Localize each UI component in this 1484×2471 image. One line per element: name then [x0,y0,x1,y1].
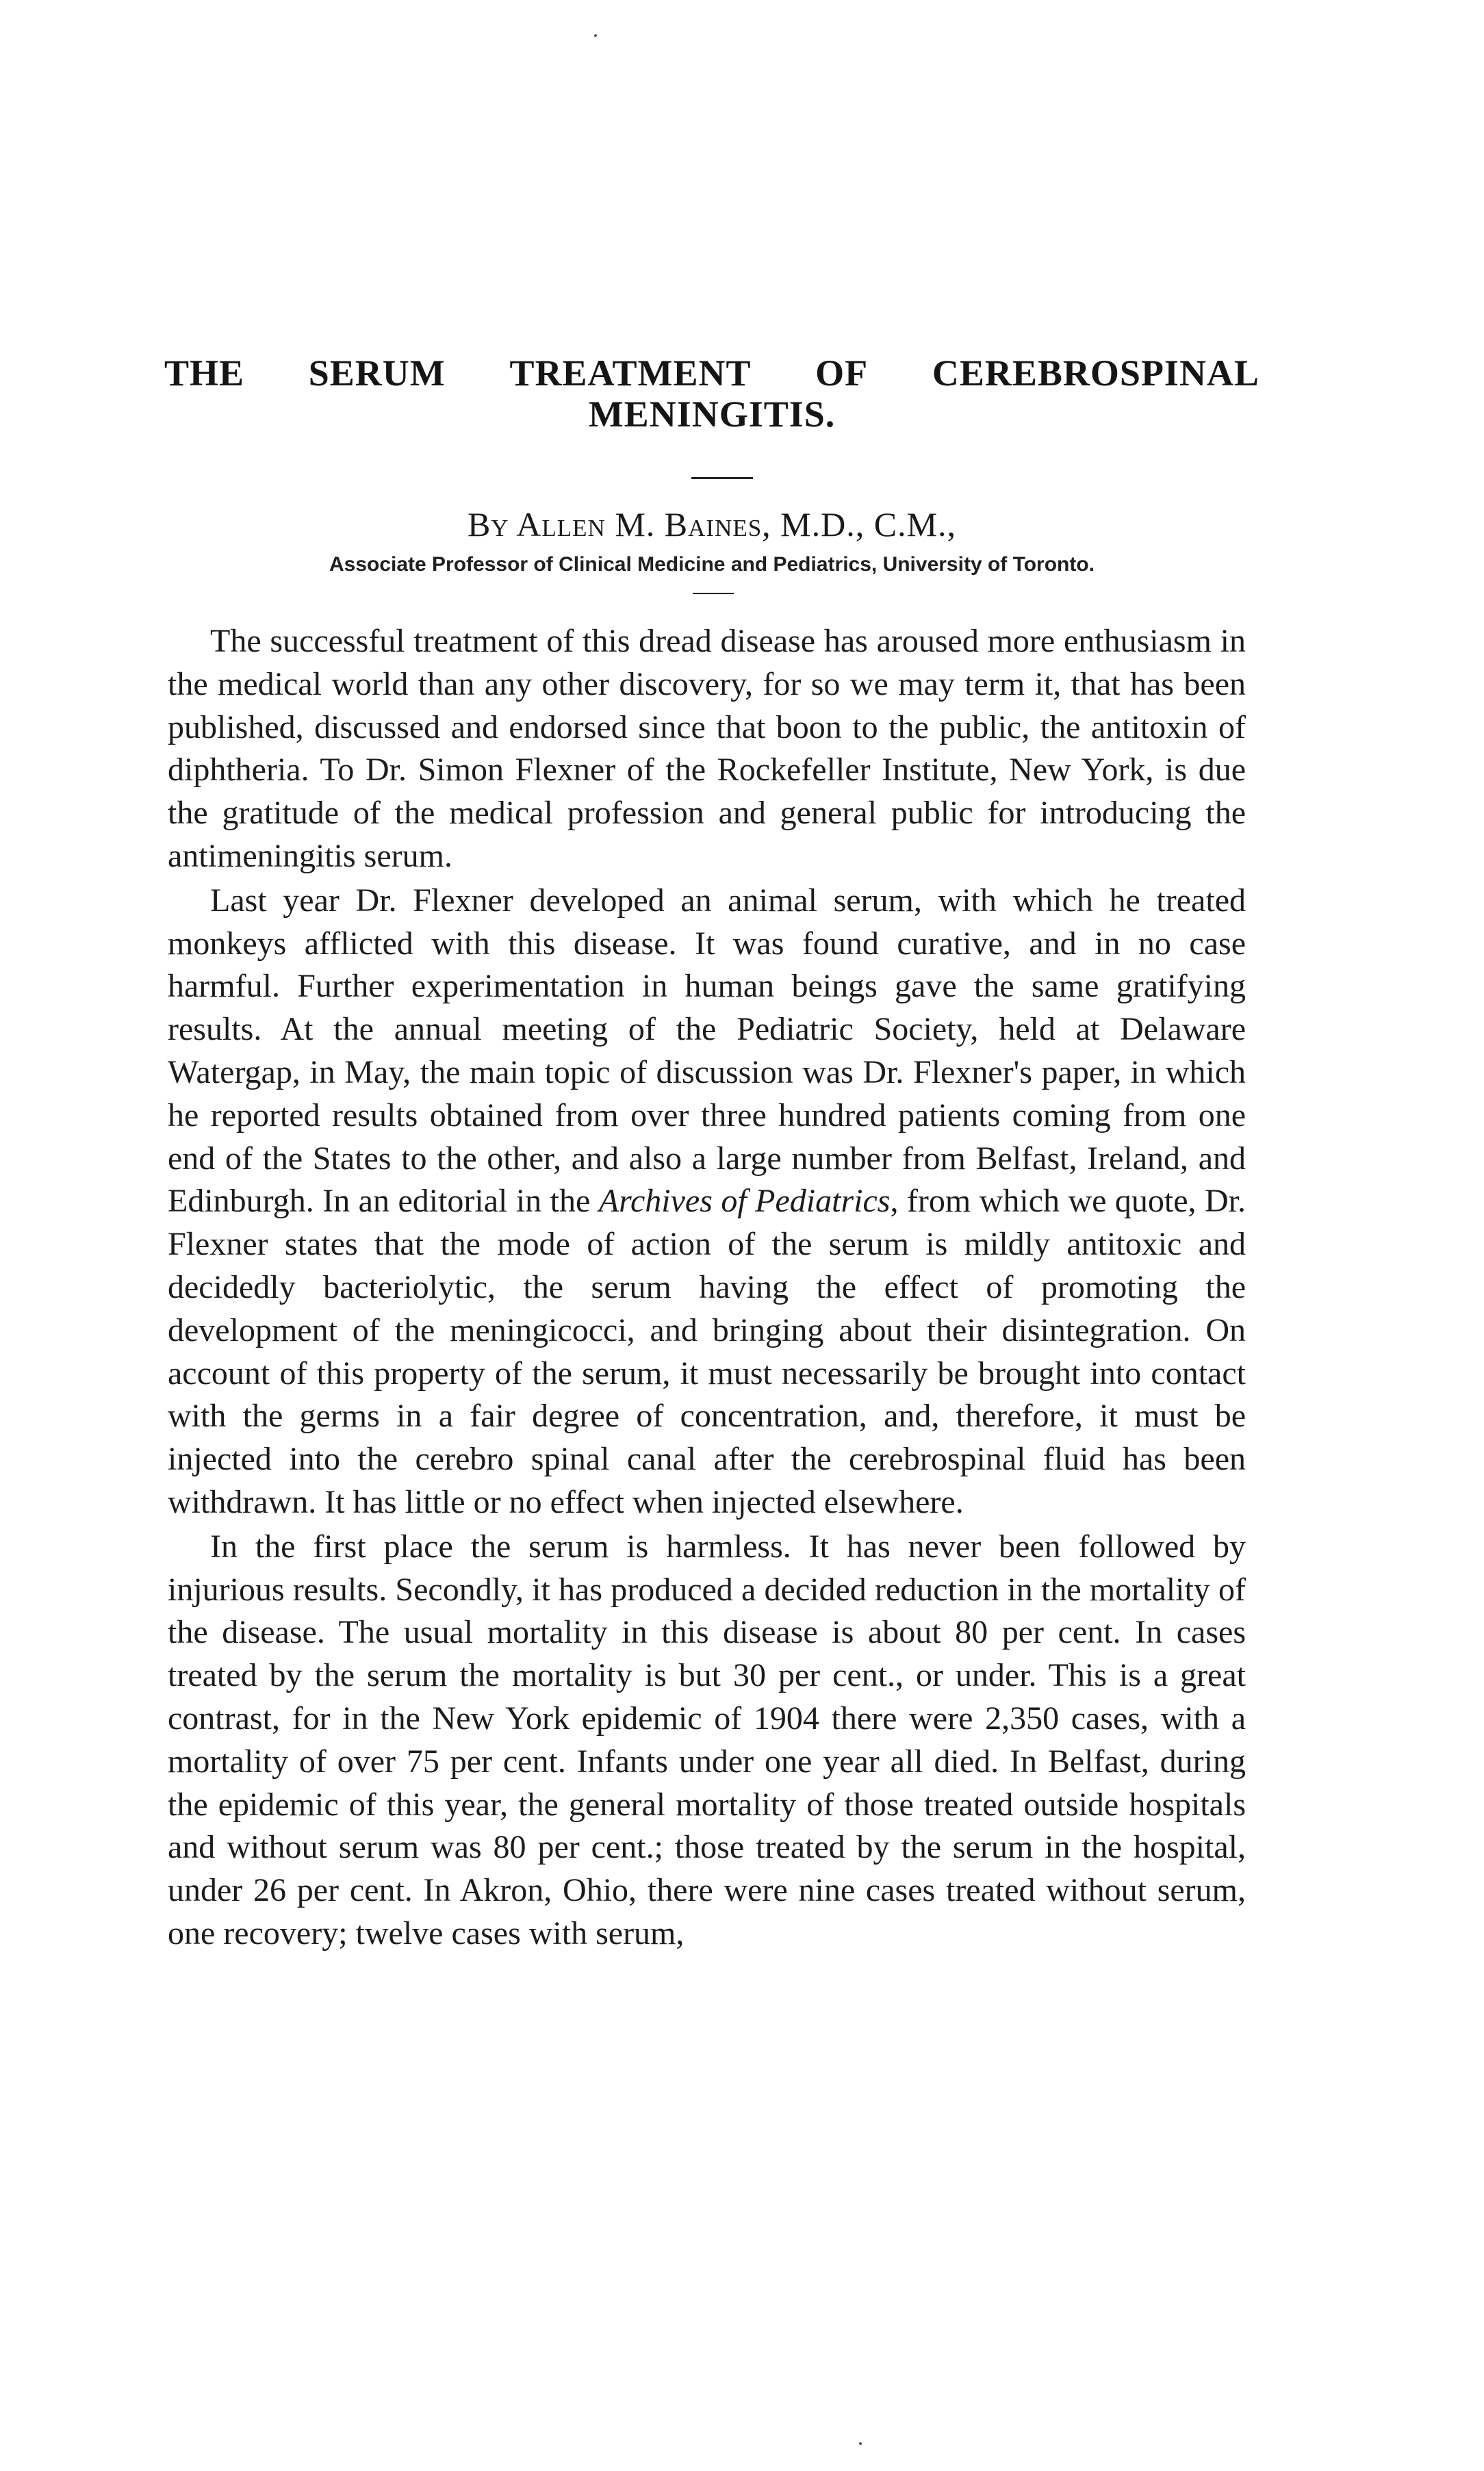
paragraph-2-text-end: , from which we quote, Dr. Flexner states that the mode of action of the serum is mildly antitoxic and decidedly bacteriolytic, the serum having the effect of promoting the development of the meningicocci, and bringing about their disintegration. On account of this property of the serum, it must necessarily be brought into contact with the germs in a fair degree of concentration, and, therefore, it must be injected into the cerebro spinal canal after the cerebrospinal fluid has been withdrawn. It has little or no effect when injected elsewhere. [168,1183,1246,1520]
body-paragraph-2 [168,880,1246,1524]
title-word: CEREBROSPINAL [932,353,1259,394]
article-title [164,353,1259,435]
title-word: TREATMENT [509,353,752,394]
title-divider [691,477,753,479]
title-line-2: MENINGITIS. [588,394,836,435]
body-paragraph-1: The successful treatment of this dread disease has aroused more enthusiasm in the medical world than any other discovery, for so we may term it, that has been published, discussed and endorsed since that boon to the public, the antitoxin of diphtheria. To Dr. Simon Flexner of the Rockefeller Institute, New York, is due the gratitude of the medical profession and general public for introducing the antimeningitis serum. [168,623,1246,874]
journal-title-italic: Archives of Pediatrics [598,1183,891,1220]
title-line-1 [164,353,1259,394]
scan-speck-top [594,34,597,37]
body-paragraph-3: In the first place the serum is harmless. It has never been followed by injurious results. Secondly, it has produced a decided reduction in the mortality of the disease. The usual mortality in this disease is about 80 per cent. In cases treated by the serum the mortality is but 30 per cent., or under. This is a great contrast, for in the New York epidemic of 1904 there were 2,350 cases, with a mortality of over 75 per cent. Infants under one year all died. In Belfast, during the epidemic of this year, the general mortality of those treated outside hospitals and without serum was 80 per cent.; those treated by the serum in the hospital, under 26 per cent. In Akron, Ohio, there were nine cases treated without serum, one recovery; twelve cases with serum, [168,1528,1246,1951]
author-byline: By Allen M. Baines, M.D., C.M., [467,505,957,543]
byline-divider [693,593,734,594]
title-word: THE [164,353,245,394]
author-affiliation: Associate Professor of Clinical Medicine and Pediatrics, University of Toronto. [329,553,1095,576]
paragraph-2-text-start: Last year Dr. Flexner developed an animal serum, with which he treated monkeys afflicted with this disease. It was found curative, and in no case harmful. Further experimentation in human beings gave the same gratifying results. At the annual meeting of the Pediatric Society, held at Delaware Watergap, in May, the main topic of discussion was Dr. Flexner's paper, in which he reported results obtained from over three hundred patients coming from one end of the States to the other, and also a large number from Belfast, Ireland, and Edinburgh. In an editorial in the [168,882,1246,1220]
article-body [168,620,1246,1957]
title-word: SERUM [308,353,446,394]
scan-speck-bottom [859,2442,862,2445]
title-word: OF [815,353,869,394]
